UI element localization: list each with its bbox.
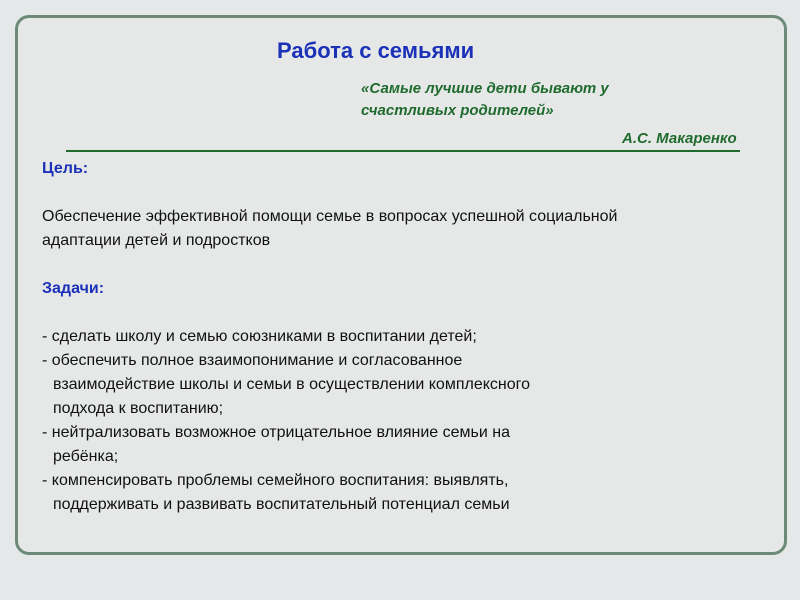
task-item: - нейтрализовать возможное отрицательное влияние семьи на	[42, 424, 510, 441]
task-item: - обеспечить полное взаимопонимание и согласованное	[42, 352, 463, 369]
task-item-continuation: ребёнка;	[53, 448, 119, 465]
divider-line	[66, 150, 740, 152]
epigraph-line-2: счастливых родителей»	[361, 102, 554, 119]
epigraph-quote	[361, 78, 609, 122]
slide-body	[42, 157, 782, 517]
task-item: - сделать школу и семью союзниками в воспитании детей;	[42, 328, 477, 345]
goal-text-line-2: адаптации детей и подростков	[42, 232, 271, 249]
task-item: - компенсировать проблемы семейного воспитания: выявлять,	[42, 472, 509, 489]
goal-label: Цель:	[42, 160, 89, 177]
tasks-label: Задачи:	[42, 280, 105, 297]
task-item-continuation: подхода к воспитанию;	[53, 400, 224, 417]
goal-text-line-1: Обеспечение эффективной помощи семье в вопросах успешной социальной	[42, 208, 618, 225]
epigraph-line-1: «Самые лучшие дети бывают у	[361, 80, 609, 97]
slide-title: Работа с семьями	[277, 38, 475, 63]
task-item-continuation: взаимодействие школы и семьи в осуществлении комплексного	[53, 376, 531, 393]
epigraph-author: А.С. Макаренко	[622, 130, 737, 147]
task-item-continuation: поддерживать и развивать воспитательный потенциал семьи	[53, 496, 510, 513]
